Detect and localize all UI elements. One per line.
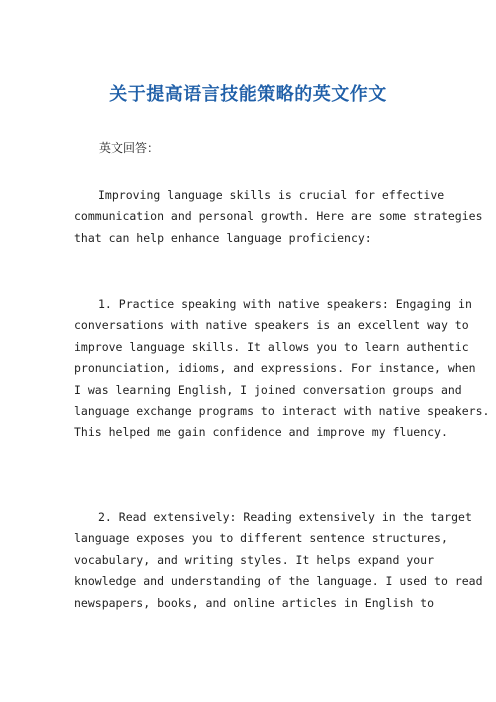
paragraph-line: This helped me gain confidence and improve my fluency. [74,425,448,440]
paragraph-line: communication and personal growth. Here are some strategies [74,209,483,224]
section-label: 英文回答： [99,141,160,155]
intro-paragraph [74,185,483,249]
paragraph-line: 2. Read extensively: Reading extensively in the target [98,510,472,524]
paragraph-line: 1. Practice speaking with native speakers: Engaging in [98,297,472,311]
strategy-paragraph-1 [74,294,490,444]
paragraph-line: Improving language skills is crucial for effective [98,188,445,202]
paragraph-line: I was learning English, I joined conversation groups and [74,382,462,397]
paragraph-line: language exposes you to different sentence structures, [74,531,448,546]
paragraph-line: vocabulary, and writing styles. It helps expand your [74,552,435,567]
strategy-paragraph-2 [74,507,483,614]
paragraph-line: pronunciation, idioms, and expressions. For instance, when [74,361,476,376]
paragraph-line: language exchange programs to interact with native speakers. [74,404,490,419]
paragraph-line: newspapers, books, and online articles in English to [74,595,435,610]
page-title: 关于提高语言技能策略的英文作文 [109,84,387,105]
paragraph-line: improve language skills. It allows you to learn authentic [74,339,469,354]
paragraph-line: knowledge and understanding of the language. I used to read [74,574,483,589]
paragraph-line: that can help enhance language proficiency: [74,230,372,245]
paragraph-line: conversations with native speakers is an excellent way to [74,318,469,333]
